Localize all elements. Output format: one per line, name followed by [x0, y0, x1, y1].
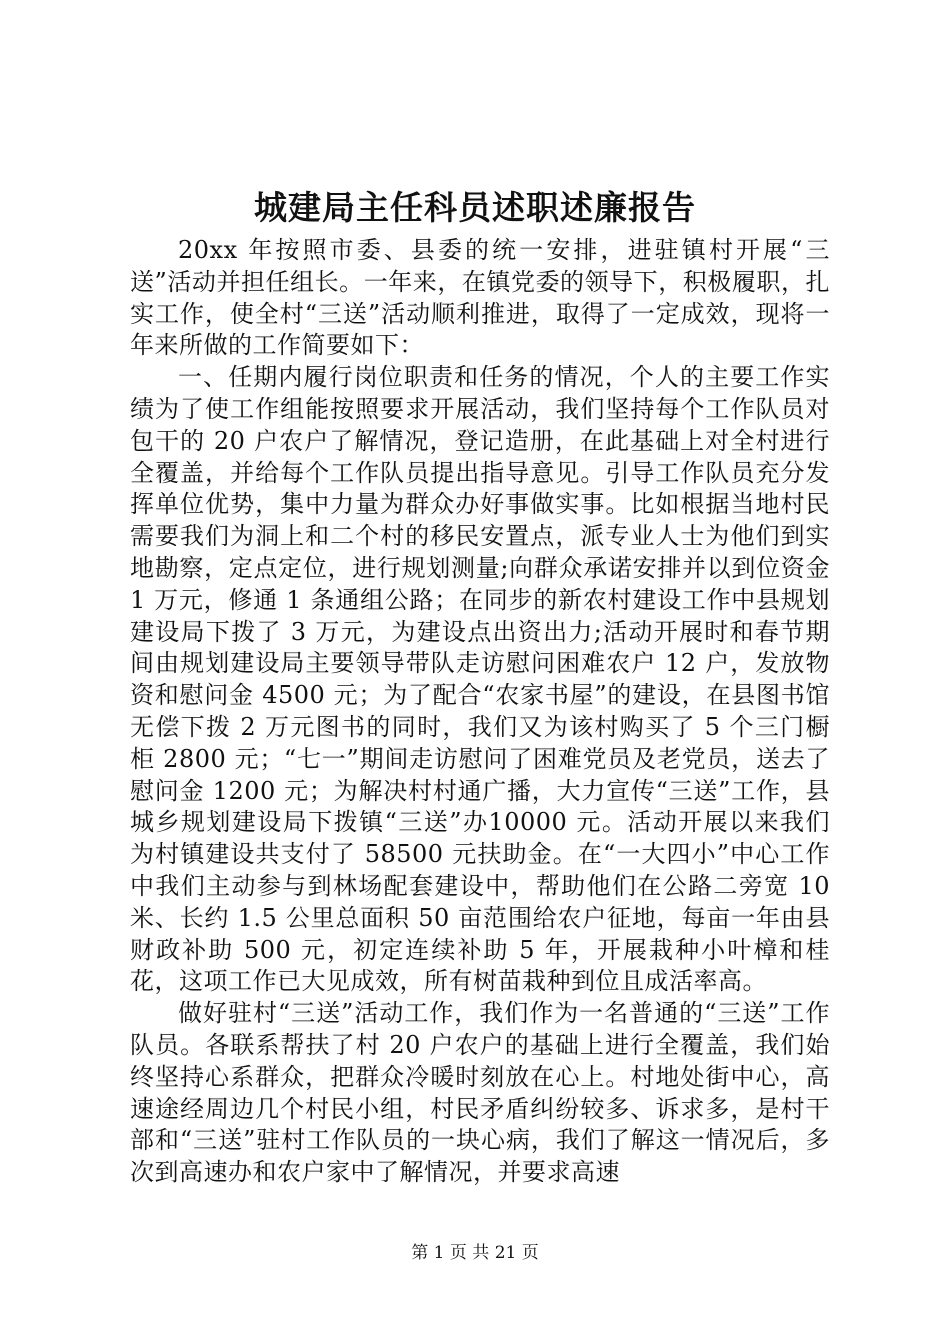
document-body: [130, 235, 830, 1189]
paragraph-intro: 20xx 年按照市委、县委的统一安排，进驻镇村开展“三送”活动并担任组长。一年来，在镇党委的领导下，积极履职，扎实工作，使全村“三送”活动顺利推进，取得了一定成效，现将一年来所做的工作简要如下：: [130, 236, 830, 360]
document-title: 城建局主任科员述职述廉报告: [254, 188, 696, 227]
paragraph-village-work: 做好驻村“三送”活动工作，我们作为一名普通的“三送”工作队员。各联系帮扶了村 20 户农户的基础上进行全覆盖，我们始终坚持心系群众，把群众冷暖时刻放在心上。村地处街中心，高速途经周边几个村民小组，村民矛盾纠纷较多、诉求多，是村干部和“三送”驻村工作队员的一块心病，我们了解这一情况后，多次到高速办和农户家中了解情况，并要求高速: [130, 999, 830, 1187]
paragraph-duties: 一、任期内履行岗位职责和任务的情况，个人的主要工作实绩为了使工作组能按照要求开展活动，我们坚持每个工作队员对包干的 20 户农户了解情况，登记造册，在此基础上对全村进行全覆盖，并给每个工作队员提出指导意见。引导工作队员充分发挥单位优势，集中力量为群众办好事做实事。比如根据当地村民需要我们为洞上和二个村的移民安置点，派专业人士为他们到实地勘察，定点定位，进行规划测量;向群众承诺安排并以到位资金 1 万元，修通 1 条通组公路；在同步的新农村建设工作中县规划建设局下拨了 3 万元，为建设点出资出力;活动开展时和春节期间由规划建设局主要领导带队走访慰问困难农户 12 户，发放物资和慰问金 4500 元；为了配合“农家书屋”的建设，在县图书馆无偿下拨 2 万元图书的同时，我们又为该村购买了 5 个三门橱柜 2800 元；“七一”期间走访慰问了困难党员及老党员，送去了慰问金 1200 元；为解决村村通广播，大力宣传“三送”工作，县城乡规划建设局下拨镇“三送”办10000 元。活动开展以来我们为村镇建设共支付了 58500 元扶助金。在“一大四小”中心工作中我们主动参与到林场配套建设中，帮助他们在公路二旁宽 10 米、长约 1.5 公里总面积 50 亩范围给农户征地，每亩一年由县财政补助 500 元，初定连续补助 5 年，开展栽种小叶樟和桂花，这项工作已大见成效，所有树苗栽种到位且成活率高。: [130, 363, 830, 996]
page-footer: 第 1 页 共 21 页: [411, 1243, 539, 1263]
